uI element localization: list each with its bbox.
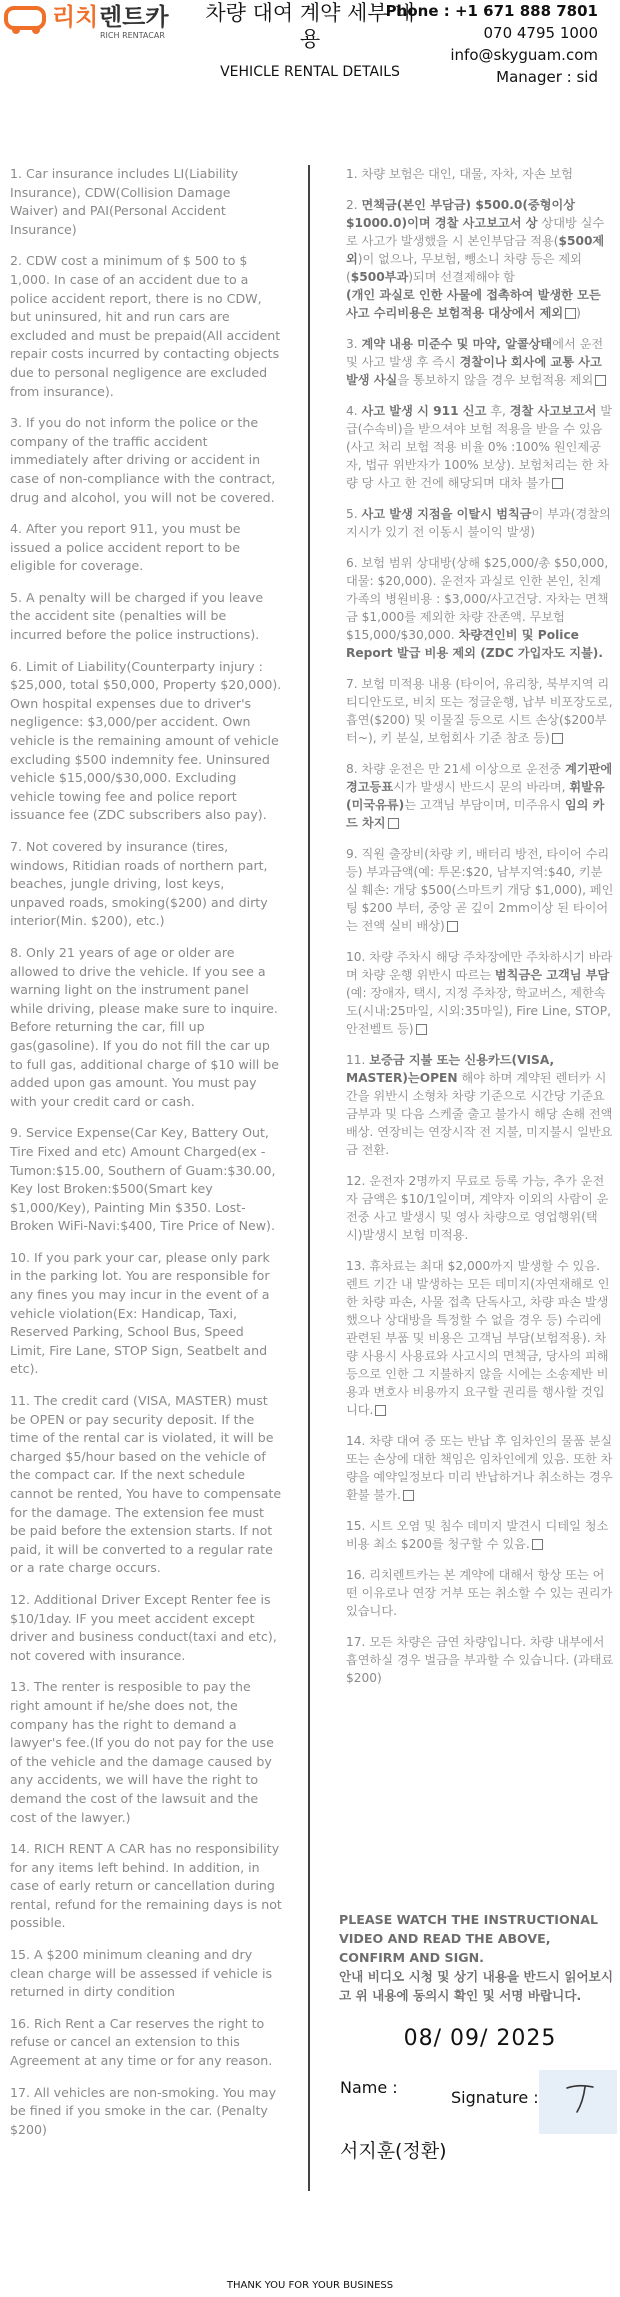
korean-term-14: 14. 차량 대여 중 또는 반납 후 임차인의 물품 분실 또는 손상에 대한 책임은 임차인에게 있음. 또한 차량을 예약일정보다 미리 반납하거나 취소하는 경우 환불 불가. (346, 1434, 613, 1502)
svg-text:RICH RENTACAR: RICH RENTACAR (100, 31, 165, 40)
korean-term-17: 17. 모든 차량은 금연 차량입니다. 차량 내부에서 흡연하실 경우 벌금을 부과할 수 있습니다. (과태료 $200) (346, 1635, 614, 1685)
english-terms-column (10, 165, 282, 2152)
contact-block (386, 0, 598, 88)
korean-term-6: 6. 보험 범위 상대방(상해 $25,000/총 $50,000, 대물: $20,000). 운전자 과실로 인한 본인, 친계 가족의 병원비용 : $3,000/사고건당. 자차는 면책금 $1,000를 제외한 차량 잔존액. 무보험 $15,000/$30,000. 차량견인비 및 Police Report 발급 비용 제외 (ZDC 가입자도 지불). (346, 556, 609, 660)
korean-term-3: 3. 계약 내용 미준수 및 마약, 알콜상태에서 운전 및 사고 발생 후 즉시 경찰이나 회사에 교통 사고 발생 사실을 통보하지 않을 경우 보험적용 제외 (346, 335, 614, 389)
name-label: Name : (340, 2078, 398, 2097)
english-term: 11. The credit card (VISA, MASTER) must be OPEN or pay security deposit. If the time of the rental car is violated, it will be charged $5/hour based on the vehicle of the compact car. If the next schedule cannot be rented, You have to compensate for the damage. The extension fee must be paid before the extension starts. If not paid, it will be converted to a regular rate or a rate charge occurs. (10, 1393, 282, 1576)
handwritten-signature (563, 2078, 597, 2118)
signature-field[interactable] (539, 2070, 617, 2134)
korean-term-13: 13. 휴차료는 최대 $2,000까지 발생할 수 있음. 렌트 기간 내 발생하는 모든 데미지(자연재해로 인한 차량 파손, 사물 접촉 단독사고, 차량 파손 발생했으나 상대방을 특정할 수 없을 경우 등) 수리에 관련된 부품 및 비용은 고객님 부담(보험적용). 차량 사용시 사용료와 사고시의 면책금, 당사의 피해 등으로 인한 그 지불하지 않을 시에는 소송제반 비용과 변호사 비용까지 요구할 권리를 행사할 것입니다. (346, 1259, 610, 1417)
rich-rentacar-logo (4, 0, 209, 42)
english-term: 13. The renter is resposible to pay the right amount if he/she does not, the company has the right to demand a lawyer's fee.(If you do not pay for the use of the vehicle and the damage caused by any accidents, we will have the right to demand the cost of the lawsuit and the cost of the lawyer.) (10, 1679, 274, 1825)
english-term: 9. Service Expense(Car Key, Battery Out, Tire Fixed and etc) Amount Charged(ex - Tumon:$15.00, Southern of Guam:$30.00, Key lost Broken:$500(Smart key $1,000/Key), Painting Min $350. Lost-Broken WiFi-Navi:$400, Tire Price of New). (10, 1125, 276, 1234)
column-divider (308, 165, 310, 2191)
english-term: 4. After you report 911, you must be issued a police accident report to be eligible for coverage. (10, 521, 241, 574)
phone-number-secondary: 070 4795 1000 (483, 24, 598, 42)
checkbox[interactable] (447, 921, 458, 932)
checkbox[interactable] (565, 308, 576, 319)
english-term: 17. All vehicles are non-smoking. You may be fined if you smoke in the car. (Penalty $200) (10, 2084, 277, 2137)
english-term: 7. Not covered by insurance (tires, windows, Ritidian roads of northern part, beaches, jungle driving, lost keys, unpaved roads, smoking($200) and dirty interior(Min. $200), etc.) (10, 839, 268, 929)
english-term: 12. Additional Driver Except Renter fee is $10/1day. IF you meet accident except driver and business conduct(taxi and etc), not covered with insurance. (10, 1591, 277, 1663)
checkbox[interactable] (403, 1490, 414, 1501)
english-term: 5. A penalty will be charged if you leave the accident site (penalties will be incurred before the police instructions). (10, 589, 264, 643)
document-header (0, 0, 620, 95)
checkbox[interactable] (416, 1024, 427, 1035)
checkbox[interactable] (552, 733, 563, 744)
korean-term-4: 4. 사고 발생 시 911 신고 후, 경찰 사고보고서 발급(수속비)을 받으셔야 보험 적용을 받을 수 있음(사고 처리 보험 적용 비율 0% :100% 원인제공자, 법규 위반자가 100% 보상). 보험처리는 한 차량 당 사고 한 건에 해당되며 대차 불가 (346, 404, 613, 490)
document-title-english: VEHICLE RENTAL DETAILS (220, 64, 400, 80)
english-term: 10. If you park your car, please only park in the parking lot. You are responsible for any fines you may incur in the event of a vehicle violation(Ex: Handicap, Taxi, Reserved Parking, School Bus, Speed Limit, Fire Lane, STOP Sign, Seatbelt and etc). (10, 1249, 270, 1377)
english-term: 2. CDW cost a minimum of $ 500 to $ 1,000. In case of an accident due to a police accident report, there is no CDW, but uninsured, hit and run cars are excluded and must be prepaid(All accident repair costs incurred by contacting objects due to personal negligence are excluded from insurance). (10, 253, 281, 399)
english-term: 1. Car insurance includes LI(Liability Insurance), CDW(Collision Damage Waiver) and PAI(Personal Accident Insurance) (10, 166, 239, 237)
svg-text:렌트카: 렌트카 (99, 3, 169, 31)
korean-term-12: 12. 운전자 2명까지 무료로 등록 가능, 추가 운전자 금액은 $10/1일이며, 계약자 이외의 사람이 운전중 사고 발생시 및 영사 차량으로 영업행위(택시)발생시 보험 미적용. (346, 1174, 609, 1242)
english-term: 16. Rich Rent a Car reserves the right to refuse or cancel an extension to this Agreement at any time or for any reason. (10, 2015, 273, 2069)
korean-term-16: 16. 리치렌트카는 본 계약에 대해서 항상 또는 어떤 이유로나 연장 거부 또는 취소할 수 있는 권리가 있습니다. (346, 1568, 613, 1618)
korean-term-1: 1. 차량 보험은 대인, 대물, 자차, 자손 보험 (346, 167, 573, 181)
checkbox[interactable] (375, 1405, 386, 1416)
svg-text:리치: 리치 (52, 3, 99, 31)
signer-name: 서지훈(정환) (340, 2140, 447, 2162)
korean-term-7: 7. 보험 미적용 내용 (타이어, 유리창, 북부지역 리티디안도로, 비치 또는 정글운행, 납부 비포장도로, 흡연($200) 및 이물질 등으로 시트 손상($200부터~), 키 분실, 보험회사 기준 참조 등) (346, 677, 613, 745)
notice-line: CONFIRM AND SIGN. (339, 1950, 484, 1965)
korean-term-9: 9. 직원 출장비(차량 키, 배터리 방전, 타이어 수리등) 부과금액(예: 투몬:$20, 남부지역:$40, 키분실 훼손: 개당 $500(스마트키 개당 $1,000), 페인팅 $200 부터, 중앙 곧 깊이 2mm이상 된 타이어는 전액 실비 배상) (346, 847, 614, 933)
checkbox[interactable] (552, 478, 563, 489)
acknowledgement-notice (339, 1910, 619, 2005)
korean-term-2: 2. 면책금(본인 부담금) $500.0(중형이상 $1000.0)이며 경찰 사고보고서 상 상대방 실수로 사고가 발생했을 시 본인부담금 적용($500제외)이 없으나, 무보험, 뺑소니 차량 등은 제외($500부과)되며 선결제해야 함 (개인 과실로 인한 사물에 접촉하여 발생한 모든 사고 수리비용은 보험적용 대상에서 제외 ) (346, 198, 605, 320)
email-address: info@skyguam.com (450, 46, 598, 64)
notice-line: PLEASE WATCH THE INSTRUCTIONAL VIDEO AND READ THE ABOVE, (339, 1912, 598, 1946)
korean-terms-column (346, 165, 614, 1700)
korean-term-11: 11. 보증금 지불 또는 신용카드(VISA, MASTER)는OPEN 해야 하며 계약된 렌터카 시간을 위반시 소형차 차량 기준으로 시간당 기준요금부과 및 다음 스케줄 출고 불가시 해당 손해 전액 배상. 연장비는 연장시작 전 지불, 미지불시 일반요금 전환. (346, 1053, 613, 1157)
korean-term-10: 10. 차량 주차시 해당 주차장에만 주차하시기 바라며 차량 운행 위반시 따르는 범칙금은 고객님 부담 (예: 장애자, 택시, 지정 주차장, 학교버스, 제한속도(시내:25마일, 시외:35마일), Fire Line, STOP, 안전벨트 등) (346, 950, 613, 1036)
checkbox[interactable] (388, 818, 399, 829)
footer-text: THANK YOU FOR YOUR BUSINESS (226, 2280, 394, 2291)
korean-term-15: 15. 시트 오염 및 침수 데미지 발견시 디테일 청소 비용 최소 $200를 청구할 수 있음. (346, 1519, 609, 1551)
contract-date: 08/ 09/ 2025 (403, 2026, 557, 2051)
document-title-korean: 차량 대여 계약 세부 내용 (205, 1, 415, 51)
english-term: 15. A $200 minimum cleaning and dry clean charge will be assessed if vehicle is returned in dirty condition (10, 1947, 273, 2000)
notice-line: 안내 비디오 시청 및 상기 내용을 반드시 읽어보시고 위 내용에 동의시 확인 및 서명 바랍니다. (339, 1969, 614, 2003)
checkbox[interactable] (532, 1539, 543, 1550)
english-term: 6. Limit of Liability(Counterparty injury : $25,000, total $50,000, Property $20,000). Own hospital expenses due to driver's negligence: $3,000/per accident. Own vehicle is the remaining amount of vehicle excluding $500 indemnity fee. Uninsured vehicle $15,000/$30,000. Excluding vehicle towing fee and police report issuance fee (ZDC subscribers also pay). (10, 658, 282, 823)
signature-label: Signature : (451, 2088, 539, 2107)
phone-number: Phone : +1 671 888 7801 (385, 2, 598, 20)
manager-name: Manager : sid (496, 68, 598, 86)
english-term: 8. Only 21 years of age or older are allowed to drive the vehicle. If you see a warning light on the instrument panel while driving, please make sure to inquire. Before returning the car, fill up gas(gasoline). If you do not fill the car up to full gas, additional charge of $10 will be added upon gas amount. You must pay with your credit card or cash. (10, 944, 279, 1109)
english-term: 3. If you do not inform the police or the company of the traffic accident immediately after driving or accident in case of non-compliance with the contract, drug and alcohol, you will not be covered. (10, 415, 276, 505)
korean-term-5: 5. 사고 발생 지점을 이탈시 범칙금이 부과(경찰의 지시가 있기 전 이동시 불이익 발생) (346, 507, 611, 539)
checkbox[interactable] (595, 375, 606, 386)
english-term: 14. RICH RENT A CAR has no responsibility for any items left behind. In addition, in case of early return or cancellation during rental, refund for the remaining days is not possible. (10, 1841, 282, 1931)
korean-term-8: 8. 차량 운전은 만 21세 이상으로 운전중 계기판에 경고등표시가 발생시 반드시 문의 바라며, 휘발유(미국유류)는 고객님 부담이며, 미주유시 임의 카드 차지 (346, 762, 613, 830)
